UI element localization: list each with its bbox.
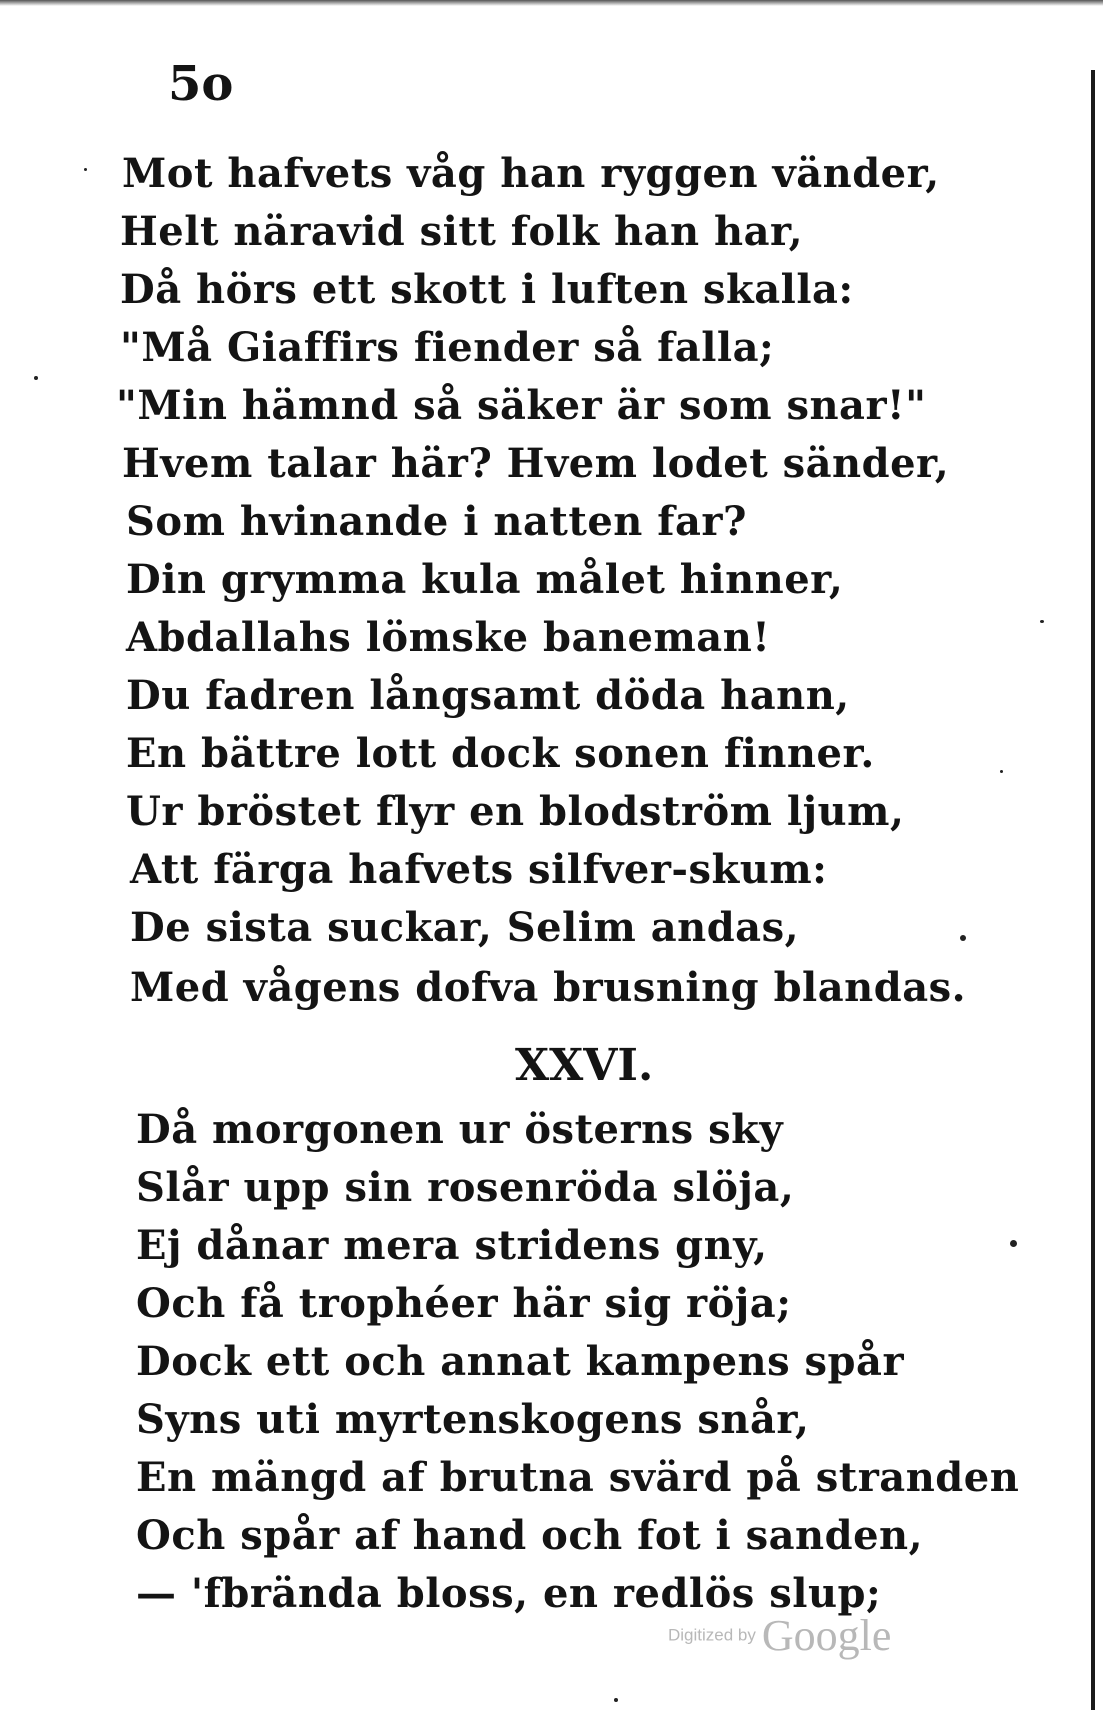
page-top-edge	[0, 0, 1103, 6]
verse-line: Med vågens dofva brusning blandas.	[130, 964, 967, 1011]
scan-speck	[84, 168, 87, 171]
verse-line: — 'fbrända bloss, en redlös slup;	[136, 1570, 882, 1617]
verse-line: Att färga hafvets silfver-skum:	[130, 846, 828, 893]
verse-line: Abdallahs lömske baneman!	[126, 614, 771, 661]
verse-line: Dock ett och annat kampens spår	[136, 1338, 905, 1385]
verse-line: Då hörs ett skott i luften skalla:	[120, 266, 854, 313]
verse-line: Hvem talar här? Hvem lodet sänder,	[122, 440, 950, 487]
verse-line: "Må Giaffirs fiender så falla;	[120, 324, 775, 371]
verse-line: Ur bröstet flyr en blodström ljum,	[126, 788, 905, 835]
verse-line: Ej dånar mera stridens gny,	[136, 1222, 768, 1269]
google-logo: Google	[761, 1611, 892, 1660]
scan-speck	[960, 935, 966, 941]
page-right-edge	[1091, 70, 1095, 1710]
digitized-by-google-watermark	[668, 1610, 891, 1661]
verse-line: Då morgonen ur österns sky	[136, 1106, 784, 1153]
verse-line: Du fadren långsamt döda hann,	[126, 672, 850, 719]
verse-line: Och få trophéer här sig röja;	[136, 1280, 792, 1327]
verse-line: Din grymma kula målet hinner,	[126, 556, 844, 603]
watermark-prefix: Digitized by	[668, 1625, 756, 1645]
verse-line: Helt näravid sitt folk han har,	[120, 208, 804, 255]
verse-line: De sista suckar, Selim andas,	[130, 904, 800, 951]
verse-line: Mot hafvets våg han ryggen vänder,	[122, 150, 940, 197]
scan-speck	[1040, 620, 1044, 623]
verse-line: Syns uti myrtenskogens snår,	[136, 1396, 810, 1443]
section-heading: XXVI.	[515, 1040, 654, 1091]
verse-line: Och spår af hand och fot i sanden,	[136, 1512, 924, 1559]
verse-line: En mängd af brutna svärd på stranden	[136, 1454, 1020, 1501]
scan-speck	[1000, 770, 1003, 773]
scan-speck	[1010, 1240, 1017, 1247]
scan-speck	[614, 1698, 618, 1702]
scan-speck	[34, 376, 38, 380]
verse-line: En bättre lott dock sonen finner.	[126, 730, 875, 777]
verse-line: Som hvinande i natten far?	[126, 498, 747, 545]
verse-line: Slår upp sin rosenröda slöja,	[136, 1164, 795, 1211]
verse-line: "Min hämnd så säker är som snar!"	[116, 382, 927, 429]
page-number: 5o	[168, 56, 234, 112]
